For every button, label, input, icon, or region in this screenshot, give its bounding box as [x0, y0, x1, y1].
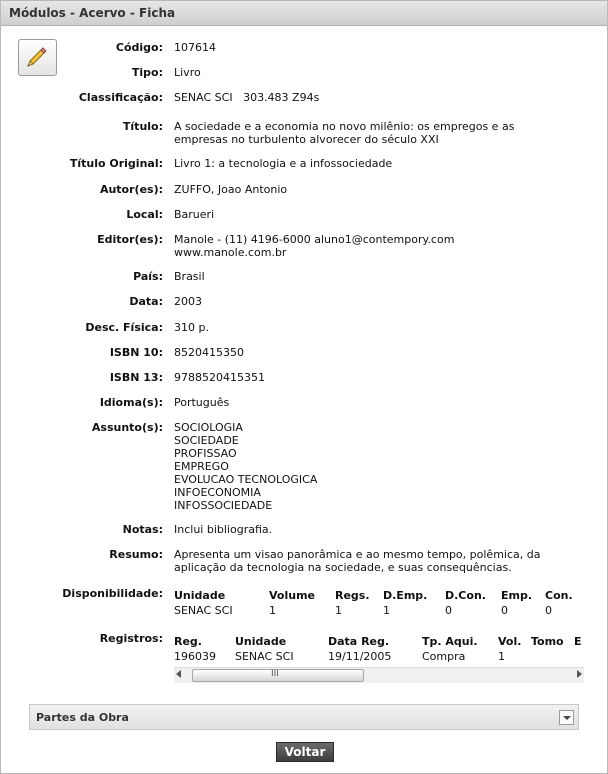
disp-cell: 1 [383, 603, 390, 617]
disp-header-emp: Emp. [501, 589, 533, 602]
pais-label: País: [133, 270, 163, 283]
assuntos-list [174, 421, 584, 512]
reg-header-unidade: Unidade [235, 635, 287, 648]
scroll-left-arrow-icon[interactable] [176, 670, 181, 678]
isbn10-label: ISBN 10: [109, 346, 163, 359]
assunto-item: PROFISSAO [174, 447, 237, 460]
disp-header-volume: Volume [269, 589, 315, 602]
assunto-item: INFOECONOMIA [174, 486, 261, 499]
reg-header-data: Data Reg. [328, 635, 390, 648]
idiomas-label: Idioma(s): [99, 396, 163, 409]
titulo-value: A sociedade e a economia no novo milênio: os empregos e as empresas no turbulento alvorecer do século XXI [174, 120, 515, 146]
disponibilidade-table [174, 588, 581, 617]
voltar-button[interactable]: Voltar [276, 742, 334, 762]
window-title: Módulos - Acervo - Ficha [9, 6, 176, 20]
classificacao-label: Classificação: [78, 91, 163, 104]
table-row [174, 649, 584, 663]
partes-da-obra-panel[interactable] [29, 704, 579, 730]
resumo-label: Resumo: [109, 548, 163, 561]
editores-value [174, 233, 584, 259]
registros-table [174, 634, 584, 663]
reg-header-vol: Vol. [498, 635, 522, 648]
classificacao-value: SENAC SCI 303.483 Z94s [174, 91, 320, 104]
assunto-item: EMPREGO [174, 460, 229, 473]
disp-header-con: Con. [545, 589, 573, 602]
autores-value: ZUFFO, Joao Antonio [174, 183, 288, 196]
disp-header-regs: Regs. [335, 589, 370, 602]
reg-header-e: E [574, 635, 582, 648]
disp-cell: 1 [335, 603, 342, 617]
disp-header-demp: D.Emp. [383, 589, 428, 602]
disp-cell: 0 [445, 603, 452, 617]
assunto-item: SOCIEDADE [174, 434, 239, 447]
scrollbar-thumb[interactable] [192, 669, 364, 682]
scrollbar-grip: III [271, 669, 279, 679]
titulo-label: Título: [122, 120, 163, 133]
resumo-value: Apresenta um visao panorâmica e ao mesmo tempo, polêmica, da aplicação da tecnologia na sociedade, e suas consequências. [174, 548, 541, 574]
title-bar [1, 1, 607, 26]
disponibilidade-label: Disponibilidade: [62, 587, 163, 600]
codigo-label: Código: [115, 41, 163, 54]
disp-header-dcon: D.Con. [445, 589, 486, 602]
assuntos-label: Assunto(s): [91, 421, 163, 434]
pais-value: Brasil [174, 270, 205, 283]
tipo-value: Livro [174, 66, 201, 79]
notas-label: Notas: [122, 523, 163, 536]
isbn13-label: ISBN 13: [109, 371, 163, 384]
desc-fisica-label: Desc. Física: [85, 321, 163, 334]
reg-cell: 19/11/2005 [328, 649, 392, 663]
reg-header-tomo: Tomo [531, 635, 564, 648]
data-value: 2003 [174, 295, 202, 308]
local-label: Local: [126, 208, 163, 221]
disp-header-unidade: Unidade [174, 589, 226, 602]
titulo-original-value: Livro 1: a tecnologia e a infossociedade [174, 157, 393, 170]
disp-cell: 1 [269, 603, 276, 617]
reg-header-reg: Reg. [174, 635, 202, 648]
reg-cell [531, 649, 574, 663]
tipo-label: Tipo: [131, 66, 163, 79]
reg-cell: 196039 [174, 649, 216, 663]
assunto-item: INFOSSOCIEDADE [174, 499, 273, 512]
chevron-down-icon[interactable] [559, 710, 574, 725]
registros-label: Registros: [99, 632, 163, 645]
reg-cell [574, 649, 584, 663]
disp-cell: 0 [501, 603, 508, 617]
desc-fisica-value: 310 p. [174, 321, 209, 334]
reg-cell: Compra [422, 649, 466, 663]
reg-header-tp-aqui: Tp. Aqui. [422, 635, 478, 648]
data-label: Data: [129, 295, 163, 308]
assunto-item: SOCIOLOGIA [174, 421, 243, 434]
disp-cell: SENAC SCI [174, 603, 233, 617]
editores-line-1: Manole - (11) 4196-6000 aluno1@contempory.com [174, 233, 455, 246]
isbn10-value: 8520415350 [174, 346, 244, 359]
idiomas-value: Português [174, 396, 230, 409]
registros-horizontal-scrollbar[interactable] [174, 667, 584, 683]
local-value: Barueri [174, 208, 215, 221]
notas-value: Inclui bibliografia. [174, 523, 273, 536]
editores-line-2: www.manole.com.br [174, 246, 287, 259]
table-row [174, 603, 581, 617]
titulo-original-label: Título Original: [69, 157, 163, 170]
autores-label: Autor(es): [99, 183, 163, 196]
reg-cell: 1 [498, 649, 505, 663]
isbn13-value: 9788520415351 [174, 371, 265, 384]
editores-label: Editor(es): [97, 233, 163, 246]
assunto-item: EVOLUCAO TECNOLOGICA [174, 473, 318, 486]
reg-cell: SENAC SCI [235, 649, 294, 663]
codigo-value: 107614 [174, 41, 216, 54]
partes-da-obra-label: Partes da Obra [36, 711, 129, 724]
disp-cell: 0 [545, 603, 552, 617]
scroll-right-arrow-icon[interactable] [577, 670, 582, 678]
